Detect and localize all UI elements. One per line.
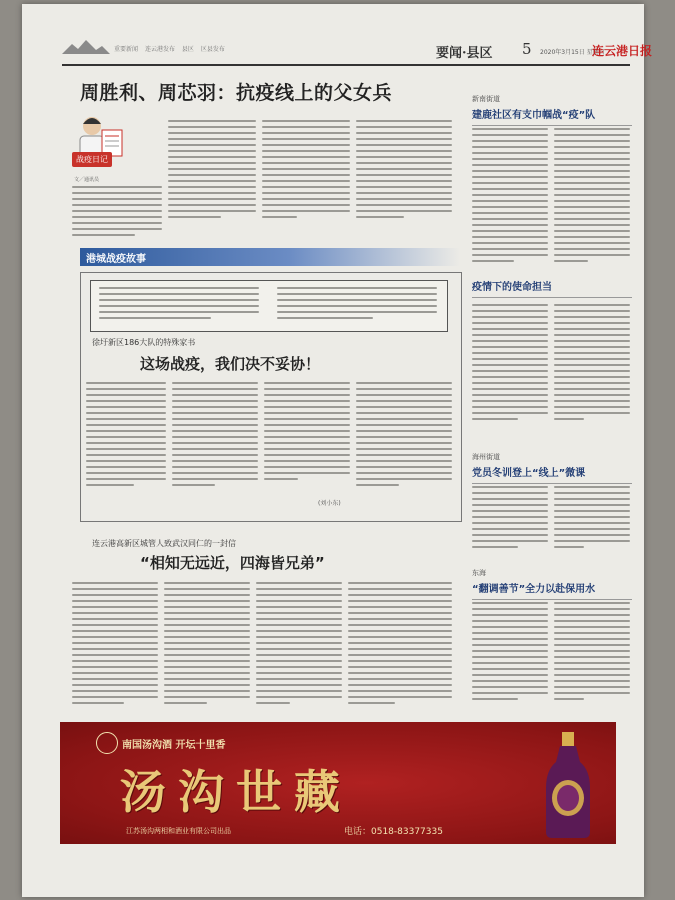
ad-tagline: 南国汤沟酒 开坛十里香 <box>122 740 226 751</box>
lead-byline: 文／通讯员 <box>74 177 100 183</box>
lead-body-col-1 <box>72 186 162 240</box>
right-story-4-body-b <box>554 602 630 704</box>
section-banner <box>80 248 460 266</box>
liquor-bottle-icon <box>540 728 596 840</box>
section-label: 要闻·县区 <box>436 46 493 61</box>
right-story-2 <box>472 276 632 298</box>
brand-logo-icon <box>96 732 118 754</box>
quote-body-b <box>277 287 437 323</box>
letter-body-col-4 <box>348 582 452 708</box>
newspaper-page <box>22 4 653 897</box>
header-links <box>114 44 230 53</box>
right-story-kicker: 新南街道 <box>472 95 500 103</box>
divider <box>472 483 632 484</box>
right-story-4-body-a <box>472 602 548 704</box>
letter-kicker: 连云港高新区城管人致武汉同仁的一封信 <box>92 539 236 548</box>
diary-badge: 战疫日记 <box>72 152 112 167</box>
right-story-1-body-a <box>472 128 548 266</box>
divider <box>472 599 632 600</box>
ad-brand: 汤沟世藏 <box>120 765 352 819</box>
header-link[interactable]: 连云港发布 <box>144 46 175 53</box>
right-story-kicker: 东海 <box>472 569 486 577</box>
publication-date: 2020年3月15日 星期日 <box>540 49 605 56</box>
page-number: 5 <box>522 40 532 58</box>
lead-body-col-3 <box>262 120 350 222</box>
right-story-2-body-b <box>554 304 630 424</box>
quote-body-a <box>99 287 259 323</box>
story-headline: 这场战疫，我们决不妥协！ <box>140 355 321 373</box>
liquor-advertisement <box>60 722 616 844</box>
right-story-3-body-b <box>554 486 630 552</box>
section-banner-label: 港城战疫故事 <box>86 254 146 265</box>
header-link[interactable]: 区县发布 <box>200 46 225 53</box>
story-kicker: 徐圩新区186大队的特殊家书 <box>92 338 196 347</box>
right-story-kicker: 海州街道 <box>472 453 500 461</box>
header-link[interactable]: 县区 <box>181 46 194 53</box>
letter-body-col-1 <box>72 582 158 708</box>
story-body-col-3 <box>264 382 350 484</box>
letter-body-col-3 <box>256 582 342 708</box>
story-signature: (刘小东) <box>318 500 341 507</box>
ad-phone: 电话：0518-83377335 <box>344 827 443 837</box>
quote-box <box>90 280 448 332</box>
right-story-headline: 建鹿社区有支巾帼战“疫”队 <box>472 110 596 121</box>
right-story-1-body-b <box>554 128 630 266</box>
story-body-col-4 <box>356 382 452 490</box>
right-story-headline: “翻调善节”全力以赴保用水 <box>472 584 596 595</box>
lead-body-col-4 <box>356 120 452 222</box>
letter-body-col-2 <box>164 582 250 708</box>
lead-body-col-2 <box>168 120 256 222</box>
letter-headline: “相知无远近，四海皆兄弟” <box>140 554 325 572</box>
right-story-1 <box>472 94 632 126</box>
right-story-3-body-a <box>472 486 548 552</box>
mountain-logo-icon <box>62 38 110 56</box>
right-story-headline: 疫情下的使命担当 <box>472 282 552 293</box>
story-body-col-1 <box>86 382 166 490</box>
divider <box>472 297 632 298</box>
ad-company: 江苏汤沟两相和酒业有限公司出品 <box>126 827 231 835</box>
header-rule <box>62 64 630 66</box>
right-story-4 <box>472 568 632 600</box>
story-body-col-2 <box>172 382 258 490</box>
right-story-2-body-a <box>472 304 548 424</box>
right-story-headline: 党员冬训登上“线上”微课 <box>472 468 586 479</box>
masthead: 连云港日报 <box>592 44 653 58</box>
right-story-3 <box>472 452 632 484</box>
divider <box>472 125 632 126</box>
header-link[interactable]: 重要新闻 <box>114 46 139 53</box>
lead-headline: 周胜利、周芯羽：抗疫线上的父女兵 <box>80 82 393 104</box>
page-header <box>62 32 653 64</box>
